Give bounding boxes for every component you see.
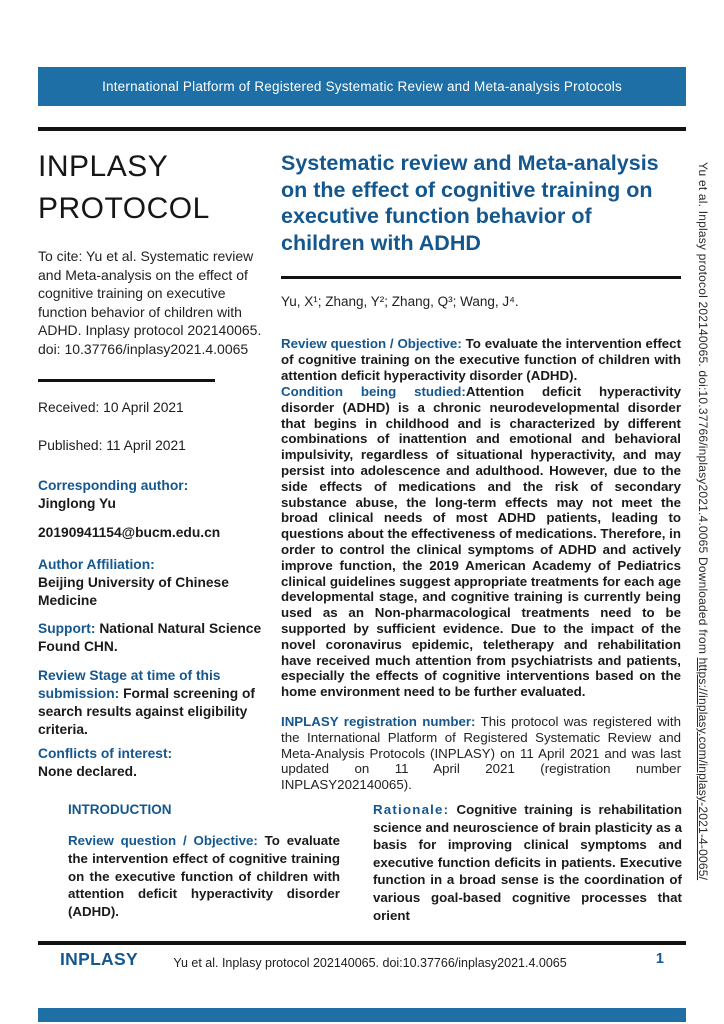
sidebar-citation-url: https://inplasy.com/inplasy-2021-4-0065/: [696, 657, 710, 881]
registration-text: This protocol was registered with the International Platform of Registered Systematic Review and Meta-Analysis Protocols (INPLASY) on 11 April 2021 and was last updated on 11 April 2021 (registration number INPLASY202140065).: [281, 714, 681, 793]
journal-banner-text: International Platform of Registered Systematic Review and Meta-analysis Protocols: [102, 79, 622, 94]
top-divider: [38, 127, 686, 131]
masthead-title: [38, 146, 278, 230]
rationale-label: Rationale:: [373, 802, 450, 817]
rationale-text: Cognitive training is rehabilitation science and neuroscience of brain plasticity as a basis for improving clinical symptoms and executive function deficits in patients. Executive function in a broad sense is the coordination of various goal-based cognitive processes that orient: [373, 802, 682, 923]
review-stage-block: [38, 667, 272, 739]
registration-paragraph: [281, 714, 681, 793]
introduction-objective-text: To evaluate the intervention effect of cognitive training on the executive function of children with attention deficit hyperactivity disorder (ADHD).: [68, 833, 341, 920]
received-date: Received: 10 April 2021: [38, 400, 184, 415]
support-block: [38, 620, 272, 656]
masthead-line2: PROTOCOL: [38, 192, 210, 225]
journal-banner: [38, 67, 686, 106]
authors-line: Yu, X¹; Zhang, Y²; Zhang, Q³; Wang, J⁴.: [281, 294, 519, 309]
masthead-line1: INPLASY: [38, 150, 169, 183]
left-column-divider: [38, 379, 215, 382]
introduction-heading: INTRODUCTION: [68, 802, 172, 817]
published-date: Published: 11 April 2021: [38, 438, 186, 453]
page-number: 1: [655, 951, 664, 967]
review-stage-label: Review Stage at time of this submission:: [38, 668, 221, 701]
article-title: Systematic review and Meta-analysis on the effect of cognitive training on executive function behavior of children with ADHD: [281, 151, 659, 255]
corresponding-author-block: [38, 477, 272, 513]
footer-citation: Yu et al. Inplasy protocol 202140065. doi:10.37766/inplasy2021.4.0065: [173, 956, 567, 970]
rotated-sidebar-citation: [694, 162, 710, 944]
bottom-accent-bar: [38, 1008, 686, 1022]
corresponding-author-name: Jinglong Yu: [38, 496, 116, 511]
corresponding-author-label: Corresponding author:: [38, 478, 189, 493]
condition-paragraph: [281, 384, 681, 700]
conflicts-value: None declared.: [38, 764, 137, 779]
objective-paragraph: [281, 336, 681, 383]
objective-text: To evaluate the intervention effect of cognitive training on the executive function of children with attention deficit hyperactivity disorder (ADHD).: [281, 336, 682, 383]
conflicts-label: Conflicts of interest:: [38, 746, 173, 761]
cite-text: To cite: Yu et al. Systematic review and Meta-analysis on the effect of cognitive training on executive function behavior of children with ADHD. Inplasy protocol 202140065. doi: 10.37766/inplasy2021.4.0065: [38, 248, 262, 357]
corresponding-author-email: 20190941154@bucm.edu.cn: [38, 525, 221, 540]
affiliation-block: [38, 556, 272, 610]
registration-label: INPLASY registration number:: [281, 714, 476, 729]
introduction-objective-paragraph: [68, 832, 340, 921]
review-stage-value: Formal screening of search results against eligibility criteria.: [38, 686, 255, 737]
introduction-objective-label: Review question / Objective:: [68, 833, 258, 848]
title-divider: [281, 276, 681, 279]
support-label: Support:: [38, 621, 96, 636]
rationale-paragraph: [373, 801, 682, 924]
condition-text: Attention deficit hyperactivity disorder (ADHD) is a chronic neurodevelopmental disorder that begins in childhood and is characterized by different combinations of inattention and emotional and behavioral impulsivity, regardless of situational hyperactivity, and may persist into adolescence and adulthood. However, due to the side effects of medications and the risk of secondary substance abuse, the long-term effects may not meet the broad clinical needs of most ADHD patients, leading to questions about the effectiveness of medications. Therefore, in order to control the clinical symptoms of ADHD and actively improve function, the 2019 American Academy of Pediatrics clinical guidelines suggest appropriate treatments for each age developmental stage, and cognitive training is currently being used as an Non-pharmacological treatments need to be supported by sufficient evidence. Due to the impact of the novel coronavirus epidemic, teletherapy and rehabilitation have received much attention from psychiatrists and patients, especially the effects of cognitive interventions based on the home environment need to be further evaluated.: [281, 384, 681, 700]
support-value: National Natural Science Found CHN.: [38, 621, 262, 654]
sidebar-citation-text: Yu et al. Inplasy protocol 202140065. doi:10.37766/inplasy2021.4.0065 Downloaded from: [696, 162, 710, 658]
objective-label: Review question / Objective:: [281, 336, 462, 351]
affiliation-label: Author Affiliation:: [38, 557, 155, 572]
footer-brand: INPLASY: [60, 949, 138, 969]
footer-divider: [38, 941, 686, 945]
affiliation-value: Beijing University of Chinese Medicine: [38, 575, 229, 608]
condition-label: Condition being studied:: [281, 384, 466, 399]
conflicts-block: [38, 745, 272, 781]
